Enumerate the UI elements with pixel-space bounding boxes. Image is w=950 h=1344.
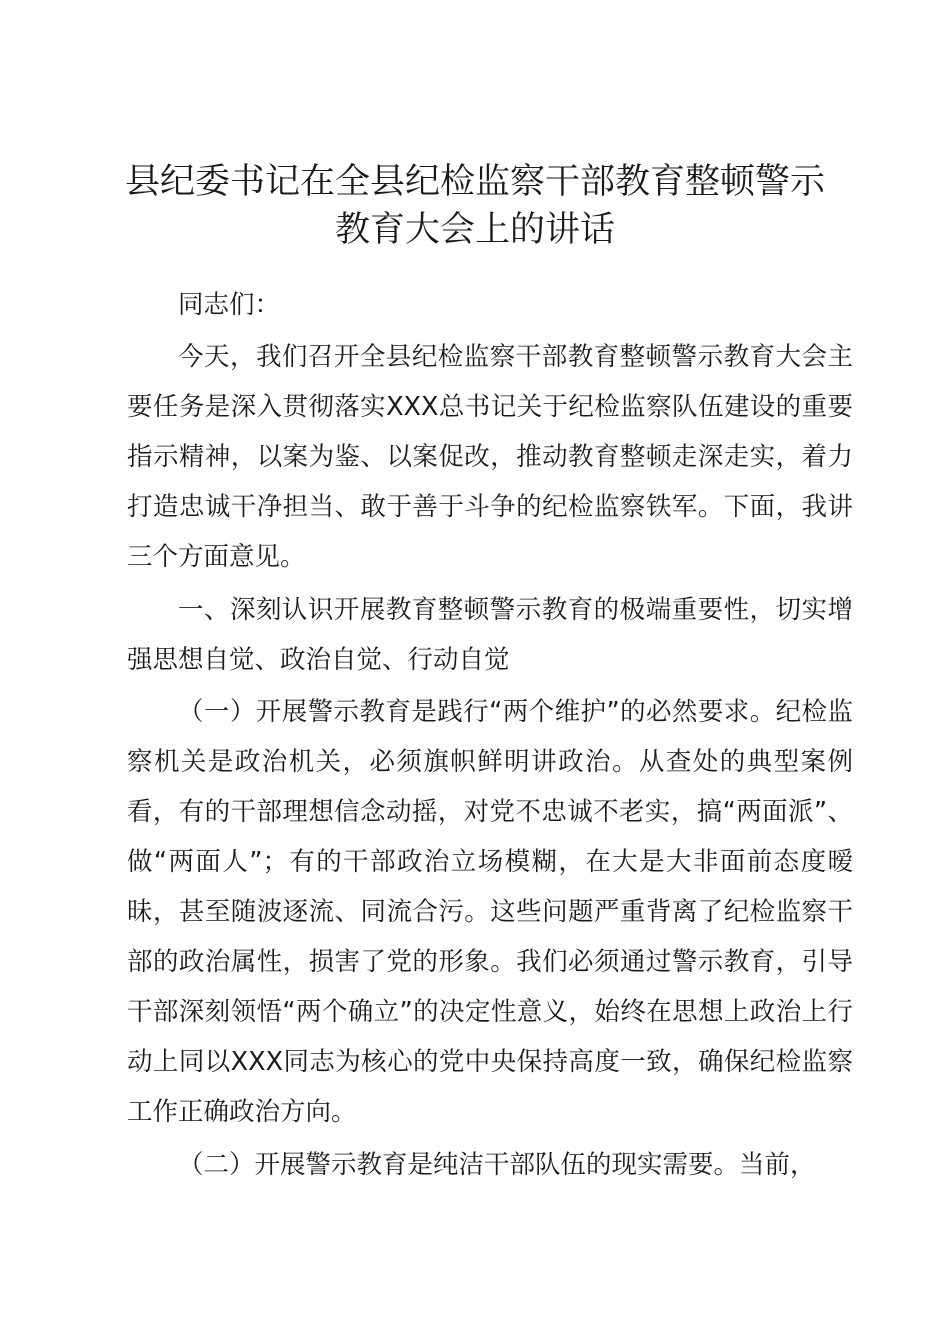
intro-paragraph: 今天，我们召开全县纪检监察干部教育整顿警示教育大会主要任务是深入贯彻落实XXX总书记关于纪检监察队伍建设的重要指示精神，以案为鉴、以案促改，推动教育整顿走深走实，着力打造忠诚干净担当、敢于善于斗争的纪检监察铁军。下面，我讲三个方面意见。 [127, 342, 853, 572]
document-title: 县纪委书记在全县纪检监察干部教育整顿警示教育大会上的讲话 [124, 162, 825, 250]
salutation: 同志们： [178, 290, 281, 320]
document-body [127, 280, 853, 1190]
section-heading-1: 一、深刻认识开展教育整顿警示教育的极端重要性，切实增强思想自觉、政治自觉、行动自觉 [127, 595, 853, 675]
section1-paragraph-1: （一）开展警示教育是践行“两个维护”的必然要求。纪检监察机关是政治机关，必须旗帜鲜明讲政治。从查处的典型案例看，有的干部理想信念动摇，对党不忠诚不老实，搞“两面派”、做“两面人”；有的干部政治立场模糊，在大是大非面前态度暧昧，甚至随波逐流、同流合污。这些问题严重背离了纪检监察干部的政治属性，损害了党的形象。我们必须通过警示教育，引导干部深刻领悟“两个确立”的决定性意义，始终在思想上政治上行动上同以XXX同志为核心的党中央保持高度一致，确保纪检监察工作正确政治方向。 [127, 697, 853, 1127]
section1-paragraph-2: （二）开展警示教育是纯洁干部队伍的现实需要。当前， [178, 1150, 816, 1180]
